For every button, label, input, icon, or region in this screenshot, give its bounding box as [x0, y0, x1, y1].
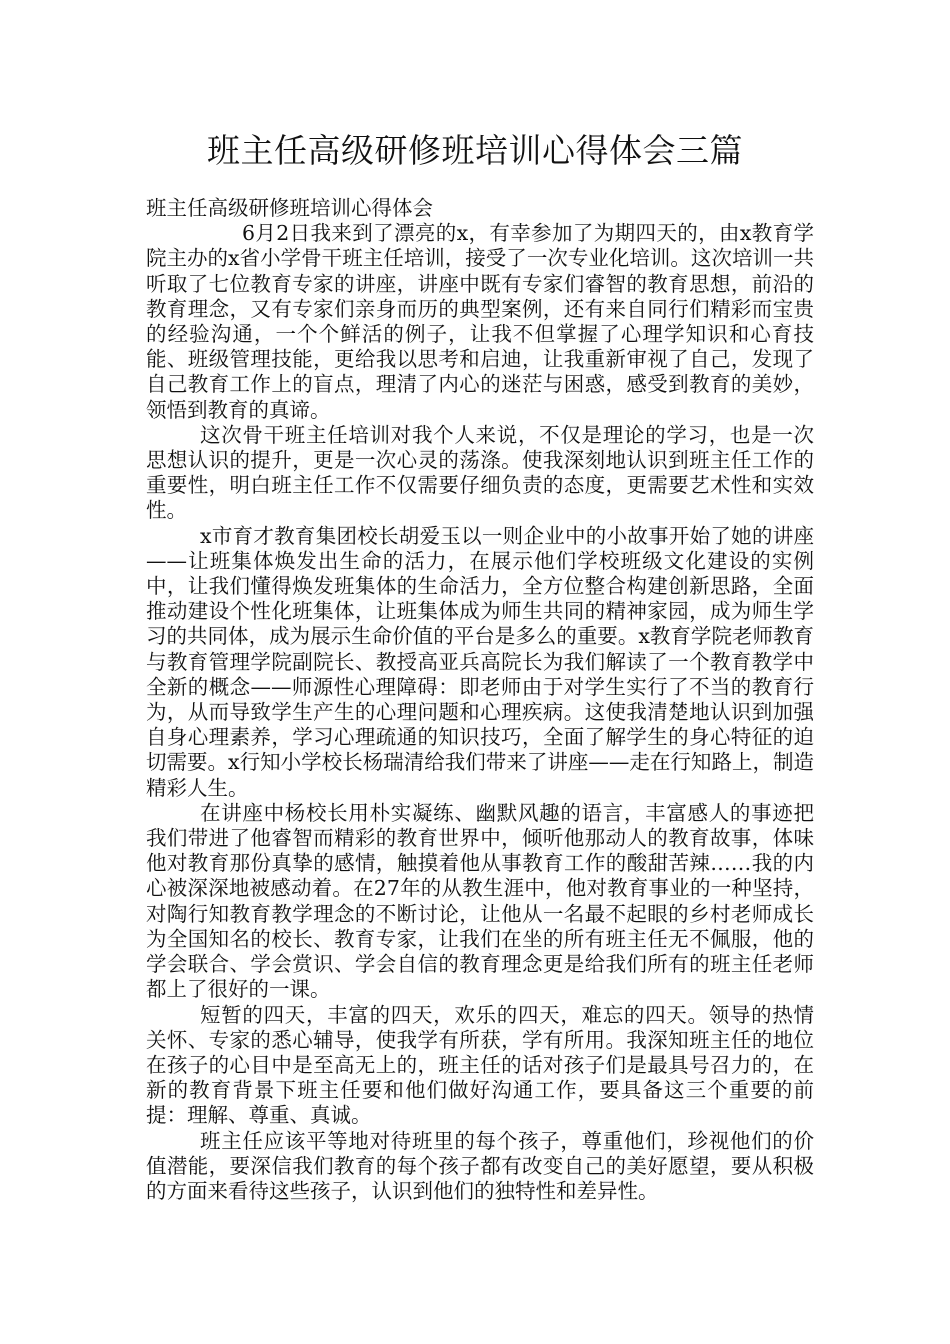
- document-title: 班主任高级研修班培训心得体会三篇: [207, 131, 743, 170]
- document-subtitle: 班主任高级研修班培训心得体会: [146, 196, 433, 220]
- document-body: [146, 196, 814, 1204]
- paragraph: 短暂的四天，丰富的四天，欢乐的四天，难忘的四天。领导的热情关怀、专家的悉心辅导，使我学有所获，学有所用。我深知班主任的地位在孩子的心目中是至高无上的，班主任的话对孩子们是最具号召力的，在新的教育背景下班主任要和他们做好沟通工作，要具备这三个重要的前提：理解、尊重、真诚。: [146, 1002, 814, 1128]
- paragraph: 班主任应该平等地对待班里的每个孩子，尊重他们，珍视他们的价值潜能，要深信我们教育的每个孩子都有改变自己的美好愿望，要从积极的方面来看待这些孩子，认识到他们的独特性和差异性。: [146, 1128, 814, 1203]
- paragraph: 6月2日我来到了漂亮的x，有幸参加了为期四天的，由x教育学院主办的x省小学骨干班主任培训，接受了一次专业化培训。这次培训一共听取了七位教育专家的讲座，讲座中既有专家们睿智的教育思想，前沿的教育理念，又有专家们亲身而历的典型案例，还有来自同行们精彩而宝贵的经验沟通，一个个鲜活的例子，让我不但掌握了心理学知识和心育技能、班级管理技能，更给我以思考和启迪，让我重新审视了自己，发现了自己教育工作上的盲点，理清了内心的迷茫与困惑，感受到教育的美妙，领悟到教育的真谛。: [146, 221, 814, 422]
- paragraph: 在讲座中杨校长用朴实凝练、幽默风趣的语言，丰富感人的事迹把我们带进了他睿智而精彩的教育世界中，倾听他那动人的教育故事，体味他对教育那份真挚的感情，触摸着他从事教育工作的酸甜苦辣……我的内心被深深地被感动着。在27年的从教生涯中，他对教育事业的一种坚持，对陶行知教育教学理念的不断讨论，让他从一名最不起眼的乡村老师成长为全国知名的校长、教育专家，让我们在坐的所有班主任无不佩服，他的学会联合、学会赏识、学会自信的教育理念更是给我们所有的班主任老师都上了很好的一课。: [146, 800, 814, 1002]
- paragraph: x市育才教育集团校长胡爱玉以一则企业中的小故事开始了她的讲座——让班集体焕发出生命的活力，在展示他们学校班级文化建设的实例中，让我们懂得焕发班集体的生命活力，全方位整合构建创新思路，全面推动建设个性化班集体，让班集体成为师生共同的精神家园，成为师生学习的共同体，成为展示生命价值的平台是多么的重要。x教育学院老师教育与教育管理学院副院长、教授高亚兵高院长为我们解读了一个教育教学中全新的概念——师源性心理障碍：即老师由于对学生实行了不当的教育行为，从而导致学生产生的心理问题和心理疾病。这使我清楚地认识到加强自身心理素养，学习心理疏通的知识技巧，全面了解学生的身心特征的迫切需要。x行知小学校长杨瑞清给我们带来了讲座——走在行知路上，制造精彩人生。: [146, 523, 814, 800]
- paragraph: 这次骨干班主任培训对我个人来说，不仅是理论的学习，也是一次思想认识的提升，更是一次心灵的荡涤。使我深刻地认识到班主任工作的重要性，明白班主任工作不仅需要仔细负责的态度，更需要艺术性和实效性。: [146, 422, 814, 523]
